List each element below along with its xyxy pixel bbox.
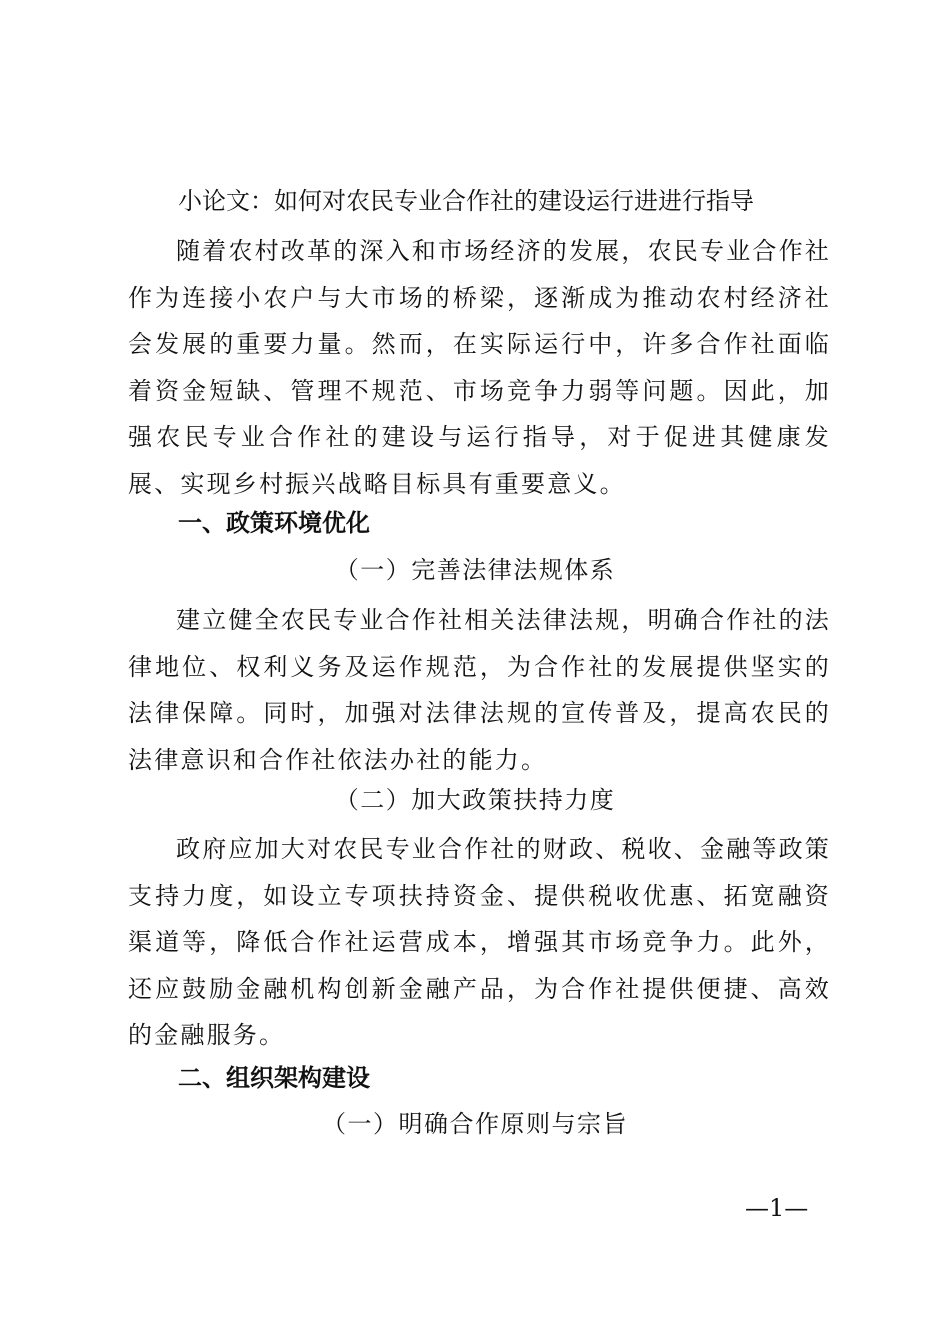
subsection-heading-support: （二）加大政策扶持力度 <box>334 786 616 814</box>
subsection-heading-principles: （一）明确合作原则与宗旨 <box>322 1110 628 1138</box>
section-heading-organization: 二、组织架构建设 <box>178 1064 370 1092</box>
intro-paragraph: 随着农村改革的深入和市场经济的发展，农民专业合作社作为连接小农户与大市场的桥梁，逐渐成为推动农村经济社会发展的重要力量。然而，在实际运行中，许多合作社面临着资金短缺、管理不规范、市场竞争力弱等问题。因此，加强农民专业合作社的建设与运行指导，对于促进其健康发展、实现乡村振兴战略目标具有重要意义。 <box>128 237 831 498</box>
subsection-heading-laws: （一）完善法律法规体系 <box>334 556 616 584</box>
document-title: 小论文：如何对农民专业合作社的建设运行进进行指导 <box>178 187 754 215</box>
paragraph-laws: 建立健全农民专业合作社相关法律法规，明确合作社的法律地位、权利义务及运作规范，为合作社的发展提供坚实的法律保障。同时，加强对法律法规的宣传普及，提高农民的法律意识和合作社依法办社的能力。 <box>128 606 831 774</box>
page-number: —1— <box>745 1194 809 1222</box>
paragraph-support: 政府应加大对农民专业合作社的财政、税收、金融等政策支持力度，如设立专项扶持资金、提供税收优惠、拓宽融资渠道等，降低合作社运营成本，增强其市场竞争力。此外，还应鼓励金融机构创新金融产品，为合作社提供便捷、高效的金融服务。 <box>128 835 831 1049</box>
section-heading-policy: 一、政策环境优化 <box>178 509 370 537</box>
